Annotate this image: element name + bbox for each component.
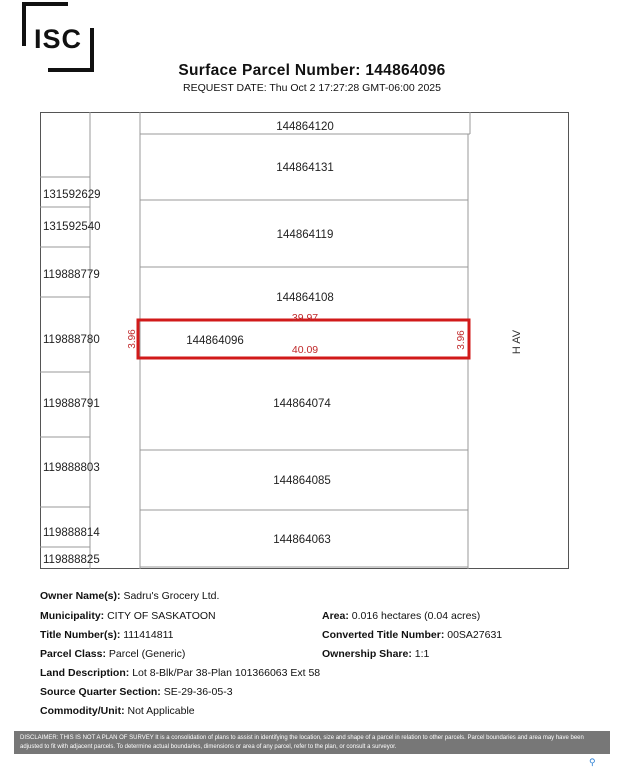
parcel-label: 144864108 [276,292,334,304]
parcel-label: 144864074 [273,398,331,410]
page-title: Surface Parcel Number: 144864096 [178,62,446,79]
request-date: REQUEST DATE: Thu Oct 2 17:27:28 GMT-06:00 2025 [183,82,441,94]
dimension-bottom: 40.09 [291,344,319,356]
converted-title-label: Converted Title Number: [322,629,445,641]
parcel-label: 144864119 [276,229,334,241]
parcel-label: 119888779 [43,269,100,281]
parcel-class-row [40,648,185,660]
ownership-share-value: 1:1 [414,648,430,660]
parcel-label: 119888825 [43,554,100,566]
municipality-row [40,610,216,622]
logo-text: ISC [33,24,82,54]
parcel-class-value: Parcel (Generic) [108,648,186,660]
ownership-share-row [322,648,429,660]
parcel-label: 119888803 [43,462,100,474]
source-quarter-label: Source Quarter Section: [40,686,161,698]
map-frame [41,113,569,569]
converted-title-value: 00SA27631 [447,629,503,641]
subject-parcel-label: 144864096 [186,335,244,347]
parcel-map-svg [40,112,569,569]
parcel-label: 131592629 [43,189,101,201]
land-description-value: Lot 8-Blk/Par 38-Plan 101366063 Ext 58 [132,667,321,679]
area-label: Area: [322,610,349,622]
land-description-row [40,667,320,679]
street-label: H AV [511,329,523,355]
title-number-label: Title Number(s): [40,629,121,641]
owner-row [40,590,219,602]
commodity-value: Not Applicable [127,705,195,717]
commodity-label: Commodity/Unit: [40,705,125,717]
parcel-label: 119888791 [43,398,100,410]
owner-label: Owner Name(s): [40,590,121,602]
parcel-label: 131592540 [43,221,101,233]
parcel-label: 144864085 [273,475,331,487]
municipality-label: Municipality: [40,610,105,622]
disclaimer-banner: DISCLAIMER: THIS IS NOT A PLAN OF SURVEY It is a consolidation of plans to assist in identifying the location, size and shape of a parcel in relation to other parcels. Parcel boundaries and area may have been adjusted to fit with adjacent parcels. To determine actual boundaries, dimensions or area of any parcel, refer to the plan, or consult a surveyor. [14,731,610,754]
parcel-label: 144864131 [276,162,334,174]
dimension-right: 3.96 [456,330,467,350]
dimension-top: 39.97 [291,312,319,324]
parcel-label: 144864063 [273,534,331,546]
parcel-class-label: Parcel Class: [40,648,106,660]
parcel-label: 144864120 [276,121,334,133]
municipality-value: CITY OF SASKATOON [107,610,216,622]
converted-title-row [322,629,502,641]
commodity-row [40,705,195,717]
parcel-map [40,112,569,569]
dimension-left: 3.96 [127,329,138,349]
title-number-value: 111414811 [123,629,174,641]
area-row [322,610,480,622]
title-number-row [40,629,173,641]
area-value: 0.016 hectares (0.04 acres) [351,610,481,622]
source-quarter-value: SE-29-36-05-3 [163,686,233,698]
parcel-label: 119888814 [43,527,100,539]
ownership-share-label: Ownership Share: [322,648,412,660]
land-description-label: Land Description: [40,667,130,679]
map-pin-icon: ⚲ [589,757,596,767]
owner-value: Sadru's Grocery Ltd. [123,590,220,602]
source-quarter-row [40,686,233,698]
parcel-label: 119888780 [43,334,100,346]
